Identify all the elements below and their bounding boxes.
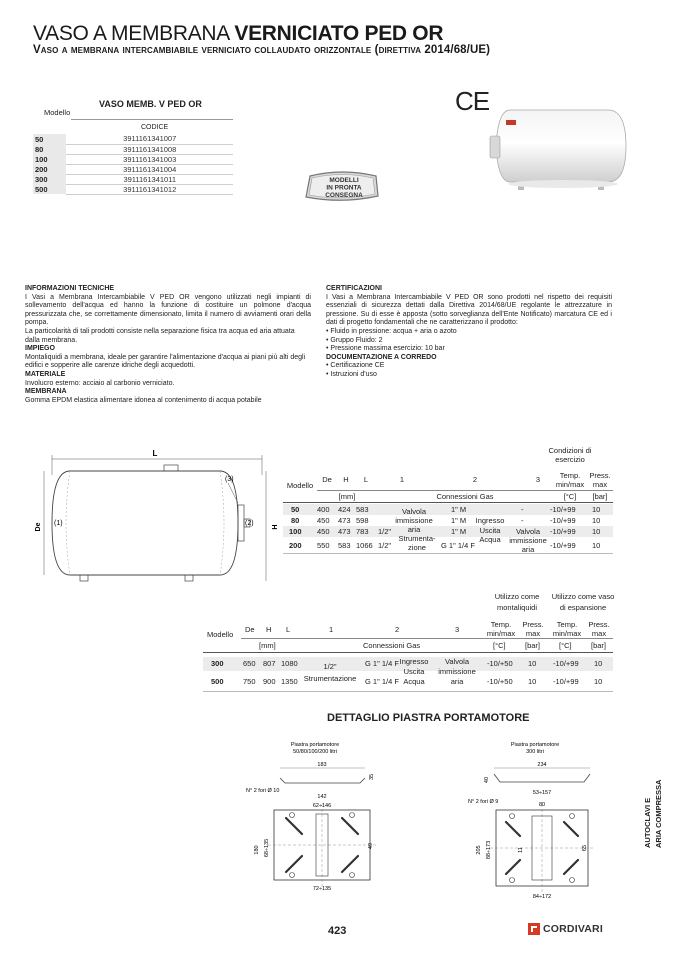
ingresso-cell: Ingresso Uscita Acqua: [399, 657, 429, 686]
ready-delivery-badge: [300, 170, 384, 204]
table-row: 80 3911161341008: [33, 144, 233, 154]
table-row: 300 3911161341011: [33, 174, 233, 184]
svg-text:180: 180: [254, 845, 260, 855]
info-tech-heading: INFORMAZIONI TECNICHE: [25, 285, 115, 292]
doc-bullet: • Istruzioni d'uso: [326, 370, 377, 378]
table-row: 100 3911161341003: [33, 154, 233, 164]
cert-heading: CERTIFICAZIONI: [326, 285, 382, 292]
svg-text:234: 234: [537, 762, 547, 768]
page-subtitle: Vaso a membrana intercambiabile verniciato collaudato orizzontale (direttiva 2014/68/UE): [33, 44, 491, 56]
badge-line2: IN PRONTA: [326, 184, 362, 192]
table-row: 80 450 473 598 1" M - -10/+99 10: [291, 516, 601, 525]
ce-mark: CE: [455, 86, 490, 116]
modello-label: Modello: [44, 108, 71, 117]
label-p2: (2): [245, 520, 254, 527]
svg-text:205: 205: [476, 845, 482, 855]
brand-logo-icon: [528, 923, 540, 935]
table-row: 50 400 424 583 1" M - -10/+99 10: [283, 504, 613, 515]
info-left: [25, 285, 311, 405]
product-label: VASO MEMB. V PED OR: [99, 99, 202, 109]
table-row: 500 3911161341012: [33, 184, 233, 194]
svg-text:72÷135: 72÷135: [312, 886, 332, 892]
brand-logo: [528, 923, 603, 935]
doc-heading: DOCUMENTAZIONE A CORREDO: [326, 353, 437, 361]
cert-bullet: • Fluido in pressione: acqua + aria o azoto: [326, 327, 457, 335]
table-row: 200 550 583 1066 1/2" G 1" 1/4 F -10/+99 10: [289, 541, 601, 550]
plate-section-title: DETTAGLIO PIASTRA PORTAMOTORE: [327, 712, 530, 724]
valvola-cell: Valvola immissione aria: [438, 657, 476, 686]
plate-drawing-left: [240, 738, 390, 898]
badge-shape: [300, 170, 384, 204]
table-row: 500 750 900 1350 G 1" 1/4 F -10/+50 10 -10/+99 10: [211, 677, 603, 686]
group-espansione: Utilizzo come vaso di espansione: [551, 592, 615, 612]
codes-table: [33, 99, 233, 195]
cert-bullet: • Pressione massima esercizio: 10 bar: [326, 345, 445, 353]
strumentazione-cell: 1/2" Strumentazione: [303, 662, 357, 683]
tank-outline: [52, 471, 238, 575]
materiale-text: Involucro esterno: acciaio al carbonio verniciato.: [25, 379, 175, 387]
brand-name: CORDIVARI: [543, 923, 603, 935]
right-caption2: 300 litri: [526, 749, 544, 755]
valvola-cell: Valvola immissione aria: [395, 507, 433, 534]
side-tab-line2: ARIA COMPRESSA: [654, 779, 663, 848]
svg-text:53÷157: 53÷157: [532, 790, 552, 796]
svg-text:80: 80: [538, 802, 546, 808]
cert-bullet: • Gruppo Fluido: 2: [326, 336, 383, 344]
svg-text:65: 65: [582, 844, 588, 852]
left-holes-label: N° 2 fori Ø 10: [246, 788, 280, 794]
side-tab-line1: AUTOCLAVI E: [643, 797, 652, 848]
membrana-text: Gomma EPDM elastica alimentare idonea al contenimento di acqua potabile: [25, 396, 262, 404]
tank-technical-drawing: [35, 445, 280, 585]
label-de: De: [35, 522, 42, 532]
page-number: 423: [328, 925, 347, 937]
left-caption2: 50/80/100/200 litri: [293, 749, 337, 755]
info-tech-text: I Vasi a Membrana Intercambiabile V PED OR vengono utilizzati negli impianti di sollevamento dell'acqua ed hanno la funzione di costituire un polmone d'acqua pressurizzata che, se correttamente dimensionato, limita il numero di avviamenti orari della pompa.: [25, 293, 311, 327]
right-caption1: Piastra portamotore: [510, 742, 560, 748]
table-row: 50 3911161341007: [33, 134, 233, 144]
impiego-text: Montaliquidi a membrana, ideale per garantire l'alimentazione d'acqua ai piani più alti degli edifici e sopperire alle carenze idriche degli acquedotti.: [25, 353, 306, 370]
group-montaliquidi: Utilizzo come montaliquidi: [494, 592, 540, 612]
left-caption1: Piastra portamotore: [290, 742, 340, 748]
strumentazione-cell: Strumenta- zione: [398, 534, 436, 552]
cond-label: Condizioni di esercizio: [548, 446, 592, 464]
label-p1: (1): [54, 520, 63, 527]
page-title: VASO A MEMBRANA VERNICIATO PED OR: [33, 22, 444, 45]
table-row: 300 650 807 1080 G 1" 1/4 F -10/+50 10 -10/+99 10: [203, 657, 613, 671]
table2-head: Modello De H L 1 2 3 Temp. min/max Press. max Temp. min/max Press. max [mm] Connessioni Gas [°C] [bar] [°C] [bar]: [203, 619, 613, 653]
svg-text:84÷172: 84÷172: [532, 894, 552, 900]
label-p3: (3): [225, 476, 234, 483]
label-l: L: [152, 449, 158, 458]
codice-label: CODICE: [141, 124, 169, 131]
table-row: 100 450 473 783 1/2" 1" M -10/+99 10: [283, 526, 613, 537]
svg-text:88÷173: 88÷173: [486, 840, 492, 860]
valvola2-cell: Valvola immissione aria: [509, 527, 547, 554]
ingresso-cell: Ingresso Uscita Acqua: [475, 516, 505, 544]
svg-text:11: 11: [518, 847, 524, 853]
info-right: [326, 285, 612, 380]
badge-line3: CONSEGNA: [325, 192, 363, 199]
doc-bullet: • Certificazione CE: [326, 362, 385, 370]
section-side-tab: [634, 752, 678, 852]
svg-text:40: 40: [484, 776, 490, 784]
plate-drawing-right: [460, 738, 610, 903]
label-h: H: [270, 524, 277, 530]
right-holes-label: N° 2 fori Ø 9: [468, 799, 499, 805]
svg-text:49: 49: [368, 842, 374, 850]
cert-text: I Vasi a Membrana Intercambiabile V PED OR sono prodotti nel rispetto dei requisiti essenziali di sicurezza dettati dalla Direttiva 2014/68/UE regolante le attrezzature in pressione. Su di esse è apposta (sotto sorveglianza dell'Ente Notificato) marcatura CE ed i dati di progetto fondamentali che ne caratterizzano il prodotto:: [326, 293, 612, 327]
impiego-heading: IMPIEGO: [25, 345, 55, 353]
svg-text:183: 183: [317, 762, 327, 768]
materiale-heading: MATERIALE: [25, 370, 66, 378]
svg-text:62÷146: 62÷146: [312, 803, 332, 809]
svg-text:35: 35: [369, 773, 375, 780]
svg-text:142: 142: [317, 794, 327, 800]
info-tech-text2: La particolarità di tali prodotti consiste nella separazione fisica tra acqua ed aria attuata dalla membrana.: [25, 327, 295, 344]
svg-text:68÷135: 68÷135: [264, 838, 270, 858]
table-row: 200 3911161341004: [33, 164, 233, 174]
tank-product-image: [488, 98, 638, 198]
badge-line1: MODELLI: [329, 177, 359, 184]
membrana-heading: MEMBRANA: [25, 388, 67, 396]
